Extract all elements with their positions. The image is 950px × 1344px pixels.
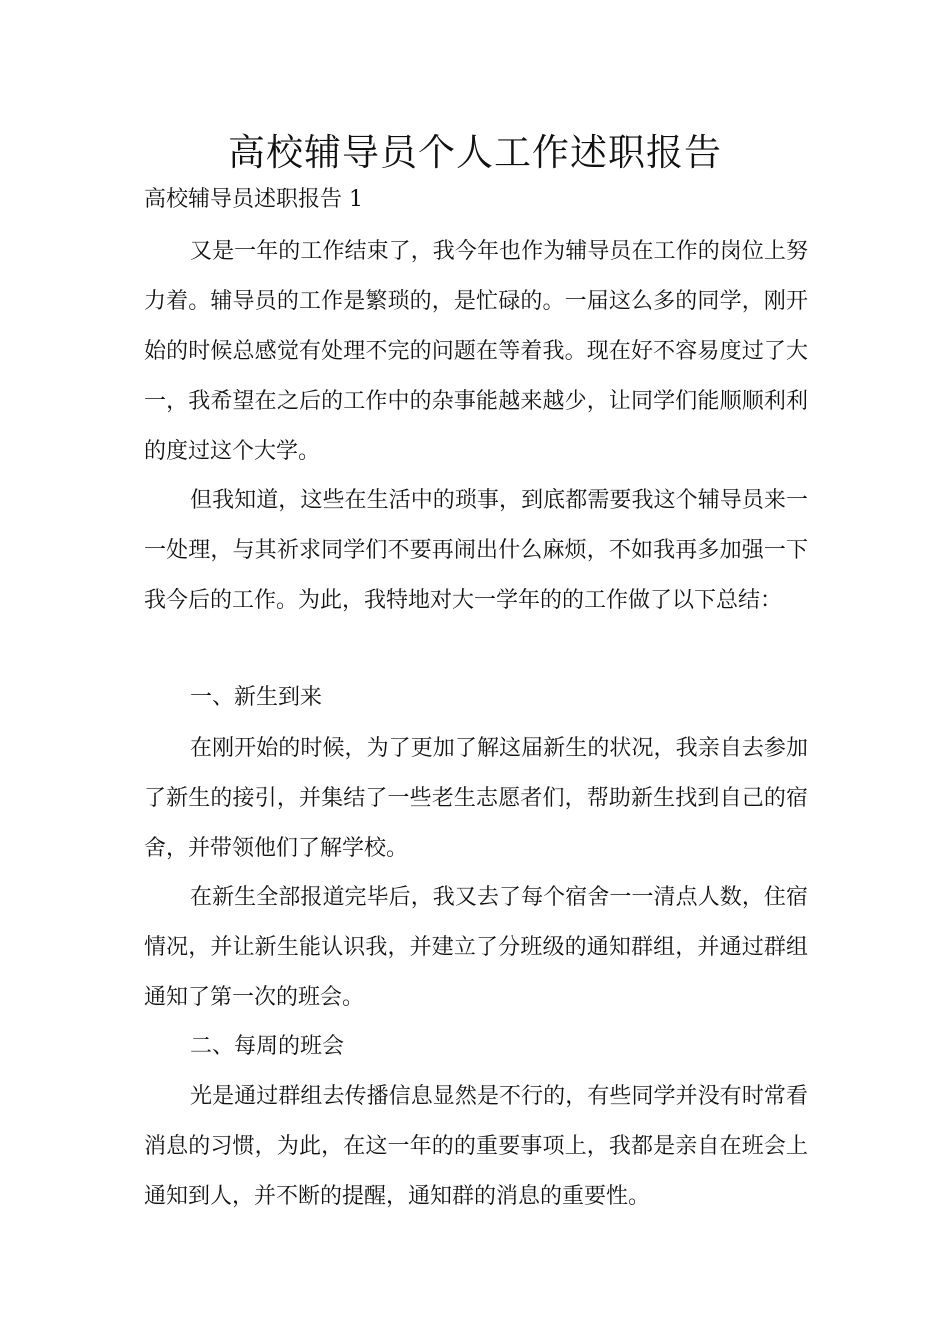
paragraph-1: 又是一年的工作结束了，我今年也作为辅导员在工作的岗位上努力着。辅导员的工作是繁琐的，是忙碌的。一届这么多的同学，刚开始的时候总感觉有处理不完的问题在等着我。现在好不容易度过了大一，我希望在之后的工作中的杂事能越来越少，让同学们能顺顺利利的度过这个大学。 <box>144 239 808 464</box>
paragraph-2: 但我知道，这些在生活中的琐事，到底都需要我这个辅导员来一一处理，与其祈求同学们不要再闹出什么麻烦，不如我再多加强一下我今后的工作。为此，我特地对大一学年的的工作做了以下总结： <box>144 488 808 613</box>
document-subtitle: 高校辅导员述职报告 1 <box>144 187 363 212</box>
paragraph-5: 光是通过群组去传播信息显然是不行的，有些同学并没有时常看消息的习惯，为此，在这一年的的重要事项上，我都是亲自在班会上通知到人，并不断的提醒，通知群的消息的重要性。 <box>144 1084 808 1209</box>
document-title: 高校辅导员个人工作述职报告 <box>228 131 722 174</box>
paragraph-3: 在刚开始的时候，为了更加了解这届新生的状况，我亲自去参加了新生的接引，并集结了一些老生志愿者们，帮助新生找到自己的宿舍，并带领他们了解学校。 <box>144 736 808 861</box>
section-heading-1: 一、新生到来 <box>190 685 323 710</box>
paragraph-4: 在新生全部报道完毕后，我又去了每个宿舍一一清点人数，住宿情况，并让新生能认识我，并建立了分班级的通知群组，并通过群组通知了第一次的班会。 <box>144 885 808 1010</box>
section-heading-2: 二、每周的班会 <box>190 1034 345 1059</box>
